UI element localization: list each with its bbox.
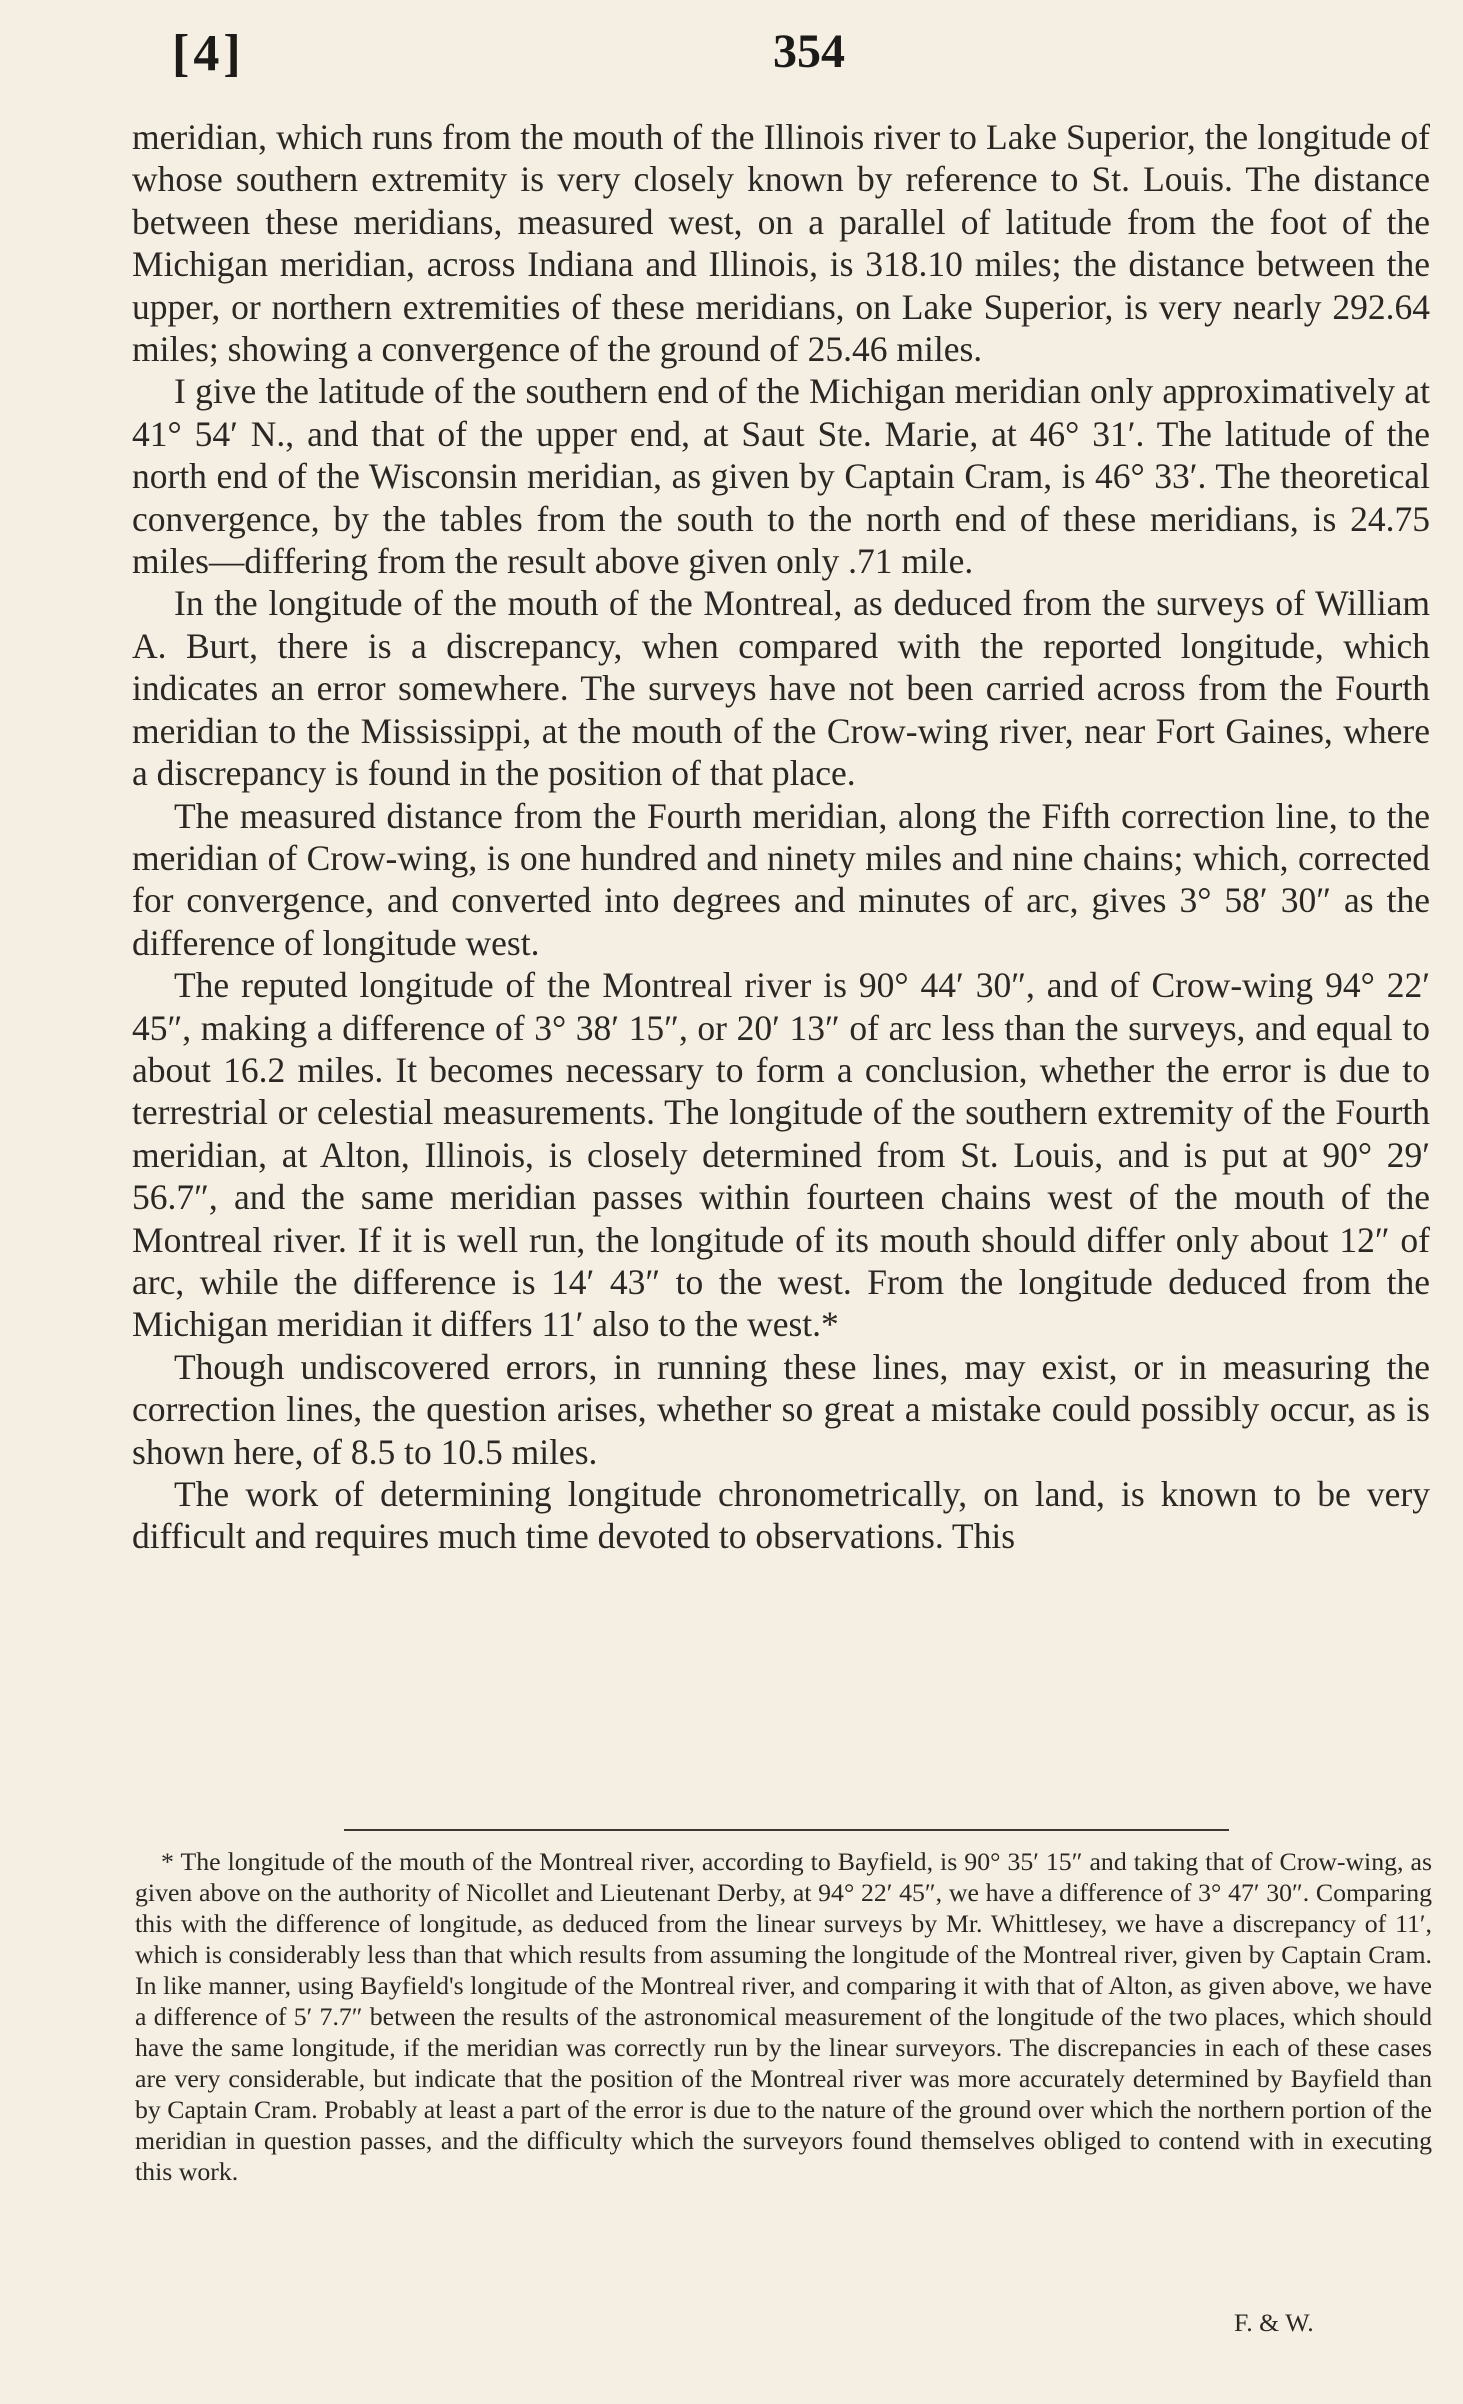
paragraph: I give the latitude of the southern end of the Michigan meridian only approximatively at 41° 54′ N., and that of the upper end, at Saut Ste. Marie, at 46° 31′. The latitude of the north end of the Wisconsin meridian, as given by Captain Cram, is 46° 33′. The theoretical convergence, by the tables from the south to the north end of these meridians, is 24.75 miles—differing from the result above given only .71 mile.	[132, 371, 1430, 582]
page-number: 354	[773, 25, 845, 78]
footnote-text: * The longitude of the mouth of the Montreal river, according to Bayfield, is 90° 35′ 15″ and taking that of Crow-wing, as given above on the authority of Nicollet and Lieutenant Derby, at 94° 22′ 45″, we have a difference of 3° 47′ 30″. Comparing this with the difference of longitude, as deduced from the linear surveys by Mr. Whittlesey, we have a discrepancy of 11′, which is considerably less than that which results from assuming the longitude of the Montreal river, given by Captain Cram. In like manner, using Bayfield's longitude of the Montreal river, and comparing it with that of Alton, as given above, we have a difference of 5′ 7.7″ between the results of the astronomical measurement of the longitude of the two places, which should have the same longitude, if the meridian was correctly run by the linear surveyors. The discrepancies in each of these cases are very considerable, but indicate that the position of the Montreal river was more accurately determined by Bayfield than by Captain Cram. Probably at least a part of the error is due to the nature of the ground over which the northern portion of the meridian in question passes, and the difficulty which the surveyors found themselves obliged to contend with in executing this work.	[135, 1847, 1432, 2186]
page-header	[168, 24, 1430, 94]
paragraph: meridian, which runs from the mouth of the Illinois river to Lake Superior, the longitude of whose southern extremity is very closely known by reference to St. Louis. The distance between these meridians, measured west, on a parallel of latitude from the foot of the Michigan meridian, across Indiana and Illinois, is 318.10 miles; the distance between the upper, or northern extremities of these meridians, on Lake Superior, is very nearly 292.64 miles; showing a convergence of the ground of 25.46 miles.	[132, 117, 1430, 370]
footnote-divider	[344, 1829, 1229, 1831]
body-text	[132, 116, 1430, 1558]
paragraph: The measured distance from the Fourth meridian, along the Fifth correction line, to the meridian of Crow-wing, is one hundred and ninety miles and nine chains; which, corrected for convergence, and converted into degrees and minutes of arc, gives 3° 58′ 30″ as the difference of longitude west.	[132, 795, 1430, 963]
paragraph: In the longitude of the mouth of the Montreal, as deduced from the surveys of William A. Burt, there is a discrepancy, when compared with the reported longitude, which indicates an error somewhere. The surveys have not been carried across from the Fourth meridian to the Mississippi, at the mouth of the Crow-wing river, near Fort Gaines, where a discrepancy is found in the position of that place.	[132, 583, 1430, 794]
paragraph: The reputed longitude of the Montreal river is 90° 44′ 30″, and of Crow-wing 94° 22′ 45″, making a difference of 3° 38′ 15″, or 20′ 13″ of arc less than the surveys, and equal to about 16.2 miles. It becomes necessary to form a conclusion, whether the error is due to terrestrial or celestial measurements. The longitude of the southern extremity of the Fourth meridian, at Alton, Illinois, is closely determined from St. Louis, and is put at 90° 29′ 56.7″, and the same meridian passes within fourteen chains west of the mouth of the Montreal river. If it is well run, the longitude of its mouth should differ only about 12″ of arc, while the difference is 14′ 43″ to the west. From the longitude deduced from the Michigan meridian it differs 11′ also to the west.*	[132, 965, 1430, 1345]
document-number: [4]	[172, 25, 245, 82]
paragraph: Though undiscovered errors, in running these lines, may exist, or in measuring the correction lines, the question arises, whether so great a mistake could possibly occur, as is shown here, of 8.5 to 10.5 miles.	[132, 1346, 1430, 1472]
paragraph: The work of determining longitude chronometrically, on land, is known to be very difficult and requires much time devoted to observations. This	[132, 1474, 1430, 1557]
footnote	[135, 1846, 1432, 2187]
footnote-signature: F. & W.	[1234, 2308, 1314, 2337]
